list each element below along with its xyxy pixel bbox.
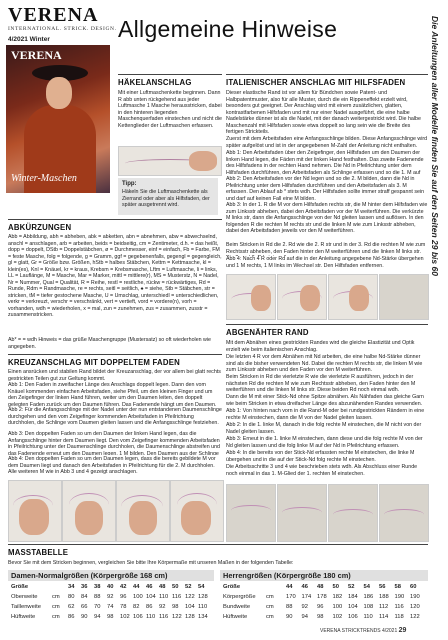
damen-cell: 86	[68, 614, 75, 620]
heading-abkuerzungen: ABKÜRZUNGEN	[8, 223, 72, 232]
heading-abgenaehter-rand: ABGENÄHTER RAND	[226, 328, 309, 337]
herren-cell: 46	[301, 584, 308, 590]
text-kreuzanschlag-step3: Abb 3: Den doppelten Faden so um den Daumen der linken Hand legen, das die Anfangsschlinge hinter dem Daumen liegt. Den vom Zeigefinger kommenden Arbeitsfaden in Pfeilrichtung unter der Daumenschlinge durchholen, die Daumenschlinge abstreifen und das Fadenende erneut um den Daumen legen. 1 M bilden. Den Daumen aus der Schlinge	[8, 431, 221, 455]
herren-cell: 190	[410, 594, 420, 600]
text-abkuerzungen: Abb = Abbildung, abh = abheben, abk = abketten, abn = abnehmen, abw = abwechselnd, anschl = anschlagen, arb = arbeiten, beids = beidseitig, cm = Zentimeter, d.h. = das heißt, dopp = doppelt, DStb = Doppelstäbchen, ø = Durchmesser, einf = einfach, Fb = Farbe, FM = feste Masche, folg = folgende, g = Gramm, ggf = gegebenenfalls, gegengl = gegengleich, gl = glatt, Gr = Größe bzw. Größen, hStb = halbes Stäbchen, Kettm = Kettmasche, kl = klein(es), Knl = Knäuel, kr = kraus, Krebsm = Krebsmasche, Lftm = Luftmasche, li = links, LL = Lauflänge, M = Masche, Mar = Marker, mittl = mittlere(r), MS = Musterstz, N = Nadel, Nr = Nummer, Qual = Qualität, R = Reihe, restl = restliche, rückw = rückwärtiges, Rd = Runde, Rdm = Randmasche, re = rechts, seitl = seitlich, ♠ = siehe, Stb = Stäbchen, str = stricken, tM = tiefer gestochene Masche, U = Umschlag, unterschiedl = unterschiedlichen, verkr = verkreuzt, verschr = verschränkt, vert = vertieft, vord = vordere(n), vorh = vorhanden, wdh = wiederholen, x = mal, zun = zunehmen, zus = zusammen, zusstr = zusammenstricken.	[8, 234, 222, 318]
damen-row-unit: cm	[52, 594, 60, 600]
herren-cell: 170	[286, 594, 296, 600]
herren-cell: 184	[348, 594, 358, 600]
damen-cell: 110	[198, 604, 208, 610]
damen-row-label: Größe	[11, 584, 29, 590]
text-abgenaehter-rand-intro: Mit dem Abnähen eines gestrickten Randes wird die gleiche Elastizität und Optik erzielt wie beim italienischen Anschlag.	[226, 340, 415, 353]
damen-cell: 98	[172, 604, 179, 610]
herren-cell: 178	[317, 594, 327, 600]
damen-cell: 46	[146, 584, 153, 590]
herren-row	[220, 603, 428, 612]
damen-cell: 86	[146, 604, 153, 610]
damen-cell: 116	[159, 614, 169, 620]
damen-cell: 122	[185, 594, 195, 600]
damen-cell: 90	[81, 614, 88, 620]
ital-anschlag-figure-4	[379, 274, 429, 320]
text-haekelanschlag: Mit einer Luftmaschenkette beginnen. Dann R abb unten rückgehend aus jeder Luftmasche 1 Masche herausstricken, dabei in den hinteren liegenden Maschenquerfaden einstechen und nicht die Kettenglieder der Luftmaschen erfassen.	[118, 90, 222, 129]
herren-cell: 92	[301, 604, 308, 610]
damen-cell: 102	[120, 614, 130, 620]
herren-row	[220, 593, 428, 602]
damen-row-label: Oberweite	[11, 594, 38, 600]
text-ital-anschlag-intro: Dieser elastische Rand ist vor allem für Bündchen sowie Patent- und Halbpatentmuster, also für alle Muster, durch die ein Rippeneffekt erzielt wird, besonders gut geeignet. Der Anschlag wird mit einem zusätzlichen, glatten, kontrastfarbenen Hilfsfaden und mit nur einer Nadel ausgeführt, die eine halbe Nadelstärke dünner ist als die Nadel, mit der danach weitergestrickt wird. Die halbe Maschenzahl mit Hilfsfaden sowie etwa doppelt so lang sein wie die Breite des fertigen Strickteils.	[226, 90, 421, 135]
divider	[226, 74, 428, 75]
herren-cell: 50	[332, 584, 339, 590]
herren-cell: 56	[379, 584, 386, 590]
herren-cell: 122	[410, 614, 420, 620]
ital-anschlag-figure-2	[277, 274, 327, 320]
magazine-issue: 4/2021 Winter	[8, 36, 50, 43]
page-number: 29	[398, 627, 407, 634]
herren-row-label: Körpergröße	[223, 594, 256, 600]
herren-cell: 104	[348, 604, 358, 610]
text-abgenaehter-rand-step1: Beim Stricken in Rd die vierletzte R wie die vierletzte R ausführen, jedoch in der nächsten Rd die rechten M wie zum Rechtsstr abheben, den Faden hinter den M weiterführen und die linken M links str. Diese beiden Rd noch einmal wdh.	[226, 374, 416, 393]
text-abgenaehter-rand-step5: Abb 3: Erneut in die 1. linke M einstechen, dann diese und die folg rechte M von der Nd gleiten lassen und die folg linke M auf der Nd in Pfeilrichtung erfassen.	[226, 436, 423, 449]
cover-face	[46, 77, 72, 109]
herren-cell: 88	[286, 604, 293, 610]
text-masstabelle-intro: Bevor Sie mit dem Stricken beginnen, vergleichen Sie bitte Ihre Körpermaße mit unseren Maßen in der folgenden Tabelle:	[8, 560, 294, 566]
herren-row	[220, 583, 428, 592]
text-kreuzanschlag-intro: Einen ansrücken und stabilen Rand bildet der Kreuzanschlag, der vor allem bei glatt rechts gestrickten Teilen gut zur Geltung kommt.	[8, 369, 221, 382]
heading-haekelanschlag: HÄKELANSCHLAG	[118, 78, 192, 87]
damen-cell: 74	[107, 604, 114, 610]
text-abgenaehter-rand-step3: Abb 1: Von hinten nach vorn in die Rand-M oder bei rundgestrickten Rändern in eine rechte M einstechen, dann die M von der Nadel gleiten lassen.	[226, 408, 425, 421]
damen-cell: 42	[120, 584, 127, 590]
damen-cell: 92	[107, 594, 114, 600]
herren-cell: 106	[348, 614, 358, 620]
text-abgenaehter-rand-step0: Die letzten 4 R vor dem Abnähen mit Nd arbeiten, die eine halbe Nd-Stärke dünner sind als die bisher verwendeten Nd. Dabei die rechten M rechts str, die linken M wie zum Linksstr abheben und den Faden vor den M weiterführen.	[226, 354, 423, 373]
kreuzanschlag-figure-2	[62, 480, 116, 542]
text-abgenaehter-rand-step7: Die Arbeitsschritte 3 und 4 wie beschrieben stets wdh. Als Abschluss einer Runde noch einmal in das 1. M-Glied der 1. rechten M einstechen.	[226, 464, 418, 477]
divider	[8, 219, 222, 220]
herren-cell: 52	[348, 584, 355, 590]
herren-cell: 188	[379, 594, 389, 600]
damen-cell: 128	[198, 594, 208, 600]
damen-row	[8, 613, 214, 622]
herren-cell: 44	[286, 584, 293, 590]
divider	[8, 544, 428, 545]
damen-cell: 116	[172, 594, 182, 600]
damen-cell: 92	[159, 604, 166, 610]
abgenaehter-rand-figure-2	[277, 484, 327, 542]
herren-cell: 108	[363, 604, 374, 610]
herren-cell: 112	[379, 604, 389, 610]
herren-row-label: Hüftweite	[223, 614, 248, 620]
herren-row-label: Größe	[223, 584, 241, 590]
crochet-chain-illustration	[118, 146, 222, 176]
text-abkuerzungen-note: Ab* = = wdh Hinweis = das grüße Maschengruppe (Mustersatz) so oft wiederholen wie angegeben.	[8, 337, 212, 350]
abgenaehter-rand-figure-1	[226, 484, 276, 542]
damen-cell: 62	[68, 604, 75, 610]
divider	[226, 324, 428, 325]
damen-cell: 128	[185, 614, 195, 620]
table-herren-title: Herrengrößen (Körpergröße 180 cm)	[220, 570, 428, 581]
text-kreuzanschlag-step4: Abb 4: Den doppelten Faden so um den Daumen legen, dass die bereits gebildete M vor dem Daumen liegt und danach den Arbeitsfaden in Pfeilrichtung für die 2. M durchholen. Alle weiteren M wie in Abb 3 und 4 gezeigt anschlagen.	[8, 456, 216, 475]
herren-cell: 60	[410, 584, 417, 590]
herren-cell: 90	[286, 614, 293, 620]
page-footer	[320, 627, 406, 634]
footer-text: VERENA STRICKTRENDS 4/2021	[320, 628, 398, 634]
magazine-title: VERENA	[8, 4, 99, 26]
herren-cell: 100	[332, 604, 343, 610]
damen-cell: 50	[172, 584, 179, 590]
text-abgenaehter-rand-step4: Abb 2: In die 1. linke M, danach in die folg rechte M einstechen, die M nicht von der Nadel gleiten lassen.	[226, 422, 422, 435]
damen-cell: 40	[107, 584, 114, 590]
herren-cell: 102	[332, 614, 343, 620]
divider	[8, 354, 222, 355]
divider	[118, 74, 222, 75]
table-herren	[220, 570, 428, 626]
herren-cell: 96	[317, 604, 324, 610]
damen-row-unit: cm	[52, 614, 60, 620]
damen-row	[8, 603, 214, 612]
damen-row	[8, 593, 214, 602]
abgenaehter-rand-figure-4	[379, 484, 429, 542]
kreuzanschlag-figure-4	[170, 480, 224, 542]
text-abgenaehter-rand-step2: Dann die M mit einer Stick-Nd ohne Spitze abnähen. Als Nähfaden das gleiche Garn wie beim Stricken in etwa dreifacher Länge des abzunähenden Randes verwenden.	[226, 394, 424, 407]
damen-cell: 96	[120, 594, 127, 600]
damen-cell: 98	[107, 614, 114, 620]
herren-cell: 182	[332, 594, 343, 600]
ital-anschlag-figure-1	[226, 274, 276, 320]
damen-cell: 94	[94, 614, 101, 620]
damen-cell: 36	[81, 584, 88, 590]
sidebar-note	[431, 8, 445, 638]
damen-cell: 38	[94, 584, 101, 590]
tip-box	[118, 178, 218, 215]
damen-cell: 48	[159, 584, 166, 590]
cover-logo: VERENA	[11, 48, 62, 62]
tip-title: Tipp:	[122, 181, 137, 187]
page-title: Allgemeine Hinweise	[118, 16, 338, 42]
herren-cell: 54	[363, 584, 370, 590]
text-ital-anschlag-step4: Beim Stricken in Rd die 2. Rd wie die 2. R str und in der 3. Rd die rechten M wie zum Rechtsstr abheben, den Faden hinter den M weiterführen und die linken M links str.	[226, 242, 426, 255]
damen-cell: 34	[68, 584, 75, 590]
table-damen	[8, 570, 214, 626]
herren-cell: 116	[394, 604, 404, 610]
damen-cell: 52	[185, 584, 192, 590]
herren-row	[220, 613, 428, 622]
herren-cell: 190	[394, 594, 405, 600]
text-abgenaehter-rand-step6: Abb 4: In die bereits von der Stick-Nd erfassten rechte M einstechen, die linke M übergehen und in die auf der Stick-Nd folg rechte M einstechen.	[226, 450, 415, 463]
cover-text: Winter-Maschen	[11, 173, 77, 184]
herren-cell: 94	[301, 614, 308, 620]
herren-cell: 110	[363, 614, 373, 620]
herren-cell: 114	[379, 614, 389, 620]
herren-cell: 118	[394, 614, 404, 620]
ital-anschlag-figure-3	[328, 274, 378, 320]
heading-masstabelle: MASSTABELLE	[8, 548, 69, 557]
table-damen-title: Damen-Normalgrößen (Körpergröße 168 cm)	[8, 570, 214, 581]
damen-cell: 122	[172, 614, 182, 620]
kreuzanschlag-figure-1	[8, 480, 62, 542]
damen-row-label: Taillenweite	[11, 604, 41, 610]
kreuzanschlag-figure-3	[116, 480, 170, 542]
damen-cell: 80	[68, 594, 75, 600]
magazine-subtitle: INTERNATIONAL. STRICK. DESIGN.	[8, 26, 117, 32]
abgenaehter-rand-figure-3	[328, 484, 378, 542]
damen-cell: 110	[146, 614, 156, 620]
damen-row-label: Hüftweite	[11, 614, 36, 620]
text-ital-anschlag-step5: Abb 4: Nach 4 R oder Rd auf die in der Anleitung angegebene Nd-Stärke übergehen und 1 M rechts, 1 M links im Wechsel str. Den Hilfsfaden entfernen.	[226, 256, 424, 269]
herren-cell: 120	[410, 604, 420, 610]
text-ital-anschlag-step2: Abb 2: Den Arbeitsfaden vor der Nd legen und so die 2. M bilden, dann die Nd in Pfeilrichtung unter dem Hilfsfaden durchführen und den Arbeitsfaden als 3. M erfassen. Den Ablauf ab * stets wdh. Der Hilfsfaden sollte immer straff gespannt sein und darf auf keinen Fall eine M bilden.	[226, 176, 425, 202]
text-ital-anschlag-step1: Abb 1: Den Arbeitsfaden über den Zeigefinger, den Hilfsfaden um den Daumen der linken Hand legen, die Fäden mit der linken Hand festhalten. Das zweite Fadenende des Hilfsfadens in der rechten Hand nehmen. Die Nd in Pfeilrichtung unter dem Hilfsfaden durchführen, den Arbeitsfaden als Schlinge erfassen und so die 1. M auf	[226, 150, 424, 176]
damen-cell: 134	[198, 614, 208, 620]
damen-cell: 66	[81, 604, 88, 610]
herren-cell: 98	[317, 614, 324, 620]
damen-cell: 100	[133, 594, 143, 600]
damen-cell: 84	[81, 594, 88, 600]
sidebar-text: Die Anleitungen aller Modelle finden Sie auf den Seiten 29 bis 60	[430, 16, 440, 276]
damen-cell: 78	[120, 604, 127, 610]
herren-cell: 174	[301, 594, 312, 600]
damen-cell: 54	[198, 584, 205, 590]
damen-cell: 106	[133, 614, 143, 620]
herren-row-label: Bundweite	[223, 604, 251, 610]
damen-cell: 70	[94, 604, 101, 610]
herren-cell: 186	[363, 594, 374, 600]
herren-cell: 58	[394, 584, 401, 590]
text-ital-anschlag-step3: Abb 3: In der 1. R die M vor dem Hilfsfaden rechts str, die M hinter dem Hilfsfaden wie zum Linksstr abheben, dabei den Arbeitsfaden vor der M weiterführen. Die verkürzte M links str, dann die Anfangsschlinge von der Nd gleiten lassen und auflösen. In den folgenden R die rechten M rechts str und die linken M wie zum Linksstr abheben, dabei den Arbeitsfaden jeweils vor den M weiterführen.	[226, 202, 428, 234]
herren-row-unit: cm	[266, 604, 274, 610]
damen-cell: 104	[146, 594, 156, 600]
herren-row-unit: cm	[266, 594, 274, 600]
tip-text: Häkeln Sie die Luftmaschenkette als Zierrand oder aber als Hilfsfaden, der später ausgetrennt wird.	[122, 189, 210, 208]
heading-ital-anschlag: ITALIENISCHER ANSCHLAG MIT HILFSFADEN	[226, 78, 406, 87]
damen-cell: 110	[159, 594, 169, 600]
damen-cell: 88	[94, 594, 101, 600]
damen-cell: 104	[185, 604, 195, 610]
damen-row	[8, 583, 214, 592]
text-ital-anschlag-step0: Zuerst mit dem Arbeitsfaden eine Anfangsschlinge bilden. Diese Anfangsschlinge wird später aufgelöst und ist in der angegebenen M-Zahl der Anleitung nicht enthalten.	[226, 136, 428, 149]
text-kreuzanschlag-step2: Abb 2: Für die Anfangsschlinge mit der Nadel unter der nun entstandenen Daumenschlinge durchgehen und den vom Zeigefinger kommenden Arbeitsfaden in Pfeilrichtung durchholen, die Schlinge vom Daumen gleiten lassen und die Anfangsschlinge festziehen.	[8, 407, 222, 426]
damen-row-unit: cm	[52, 604, 60, 610]
herren-cell: 48	[317, 584, 324, 590]
cover-image	[6, 45, 110, 193]
text-kreuzanschlag-step1: Abb 1: Den Faden in zweifacher Länge des Anschlags doppelt legen. Dann den vom Knäuel kommenden einfachen Arbeitsfaden, siehe Pfeil, um den kleinen Finger und um den Zeigefinger der linken Hand führen, weiter um den Daumen leiten, den doppelt gelegten Faden zurück um den Daumen führen. Das Fadenende hängt um den Daumen.	[8, 382, 217, 408]
damen-cell: 82	[133, 604, 140, 610]
herren-row-unit: cm	[266, 614, 274, 620]
heading-kreuzanschlag: KREUZANSCHLAG MIT DOPPELTEM FADEN	[8, 358, 180, 367]
damen-cell: 44	[133, 584, 140, 590]
